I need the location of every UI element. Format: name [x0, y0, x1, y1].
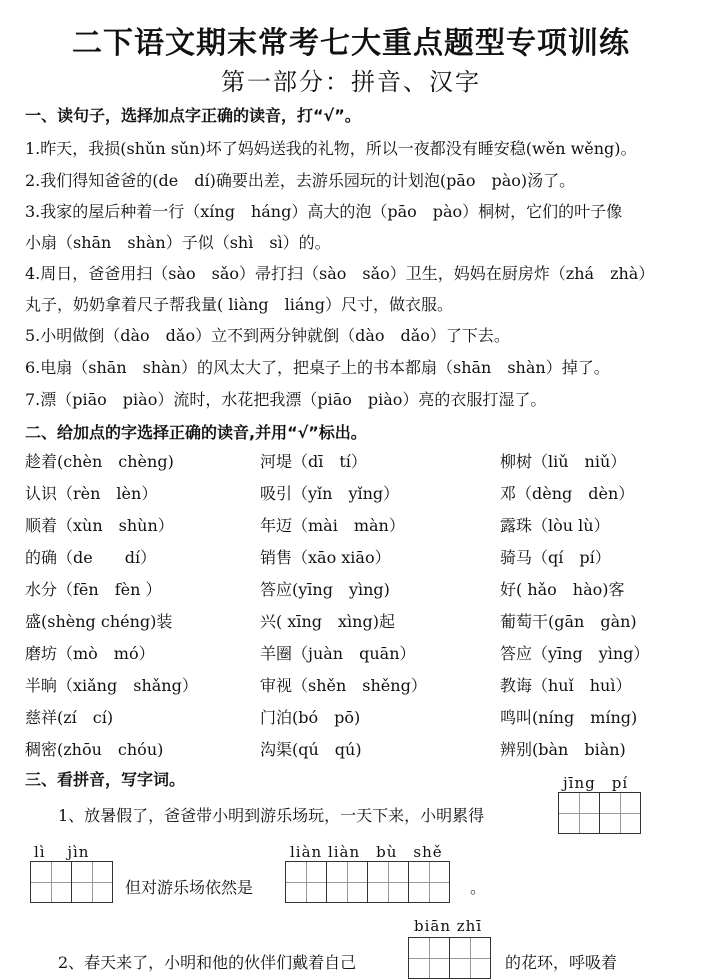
- grid-cell: 顺着（xùn shùn）: [25, 516, 174, 535]
- page-subtitle: 第一部分：拼音、汉字: [221, 68, 481, 96]
- answer-box[interactable]: [72, 862, 112, 902]
- q1-pinyin: jīng pí: [563, 774, 629, 792]
- grid-cell: 销售（xāo xiāo）: [260, 548, 391, 567]
- grid-cell: 水分（fēn fèn ）: [25, 580, 162, 599]
- section1-line: 5.小明做倒（dào dǎo）立不到两分钟就倒（dào dǎo）了下去。: [25, 326, 510, 345]
- q1b-pinyin: lì jìn: [34, 843, 90, 861]
- page-title: 二下语文期末常考七大重点题型专项训练: [72, 26, 630, 61]
- grid-cell: 稠密(zhōu chóu): [25, 740, 164, 759]
- answer-box[interactable]: [327, 862, 368, 902]
- grid-row: [25, 452, 685, 474]
- grid-row: [25, 484, 685, 506]
- q2-text: 2、春天来了，小明和他的伙伴们戴着自己: [58, 953, 357, 972]
- grid-row: [25, 740, 685, 762]
- grid-cell: 教诲（huǐ huì）: [500, 676, 632, 695]
- q1c-pinyin: liàn liàn bù shě: [290, 843, 443, 861]
- section1-heading: 一、读句子，选择加点字正确的读音，打“√”。: [25, 106, 361, 125]
- section1-line: 1.昨天，我损(shǔn sǔn)坏了妈妈送我的礼物，所以一夜都没有睡安稳(wěn wěng)。: [25, 139, 637, 158]
- grid-cell: 磨坊（mò mó）: [25, 644, 155, 663]
- section3-heading: 三、看拼音，写字词。: [25, 770, 186, 789]
- answer-box[interactable]: [600, 793, 640, 833]
- answer-box[interactable]: [450, 938, 490, 978]
- section1-line: 3.我家的屋后种着一行（xíng háng）高大的泡（pāo pào）桐树，它们的叶子像: [25, 202, 623, 221]
- grid-row: [25, 580, 685, 602]
- grid-cell: 的确（de dí）: [25, 548, 157, 567]
- grid-row: [25, 516, 685, 538]
- grid-cell: 吸引（yǐn yǐng）: [260, 484, 400, 503]
- grid-cell: 河堤（dī tí）: [260, 452, 367, 471]
- answer-boxes-jingpi[interactable]: [558, 792, 641, 834]
- grid-row: [25, 548, 685, 570]
- answer-box[interactable]: [31, 862, 72, 902]
- answer-box[interactable]: [409, 862, 449, 902]
- grid-cell: 邓（dèng dèn）: [500, 484, 635, 503]
- grid-cell: 鸣叫(níng míng): [500, 708, 638, 727]
- answer-boxes-lijin[interactable]: [30, 861, 113, 903]
- grid-cell: 柳树（liǔ niǔ）: [500, 452, 627, 471]
- grid-cell: 葡萄干(gān gàn): [500, 612, 637, 631]
- q2-end: 的花环，呼吸着: [505, 953, 618, 972]
- grid-row: [25, 612, 685, 634]
- grid-cell: 半晌（xiǎng shǎng）: [25, 676, 198, 695]
- grid-cell: 审视（shěn shěng）: [260, 676, 427, 695]
- grid-cell: 好( hǎo hào)客: [500, 580, 625, 599]
- section1-line: 丸子，奶奶拿着尺子帮我量( liàng liáng）尺寸，做衣服。: [25, 295, 453, 314]
- grid-cell: 答应(yīng yìng): [260, 580, 390, 599]
- grid-cell: 慈祥(zí cí): [25, 708, 114, 727]
- section1-line: 7.漂（piāo piào）流时，水花把我漂（piāo piào）亮的衣服打湿了。: [25, 390, 547, 409]
- answer-boxes-bianzhi[interactable]: [408, 937, 491, 979]
- section1-line: 4.周日，爸爸用扫（sào sǎo）帚打扫（sào sǎo）卫生，妈妈在厨房炸（zhá zhà）: [25, 264, 655, 283]
- grid-cell: 沟渠(qú qú): [260, 740, 362, 759]
- section1-line: 2.我们得知爸爸的(de dí)确要出差，去游乐园玩的计划泡(pāo pào)汤了。: [25, 171, 576, 190]
- answer-box[interactable]: [559, 793, 600, 833]
- section2-heading: 二、给加点的字选择正确的读音,并用“√”标出。: [25, 423, 367, 442]
- grid-row: [25, 644, 685, 666]
- grid-cell: 露珠（lòu lù）: [500, 516, 610, 535]
- grid-cell: 门泊(bó pō): [260, 708, 361, 727]
- section1-line: 小扇（shān shàn）子似（shì sì）的。: [25, 233, 331, 252]
- answer-box[interactable]: [368, 862, 409, 902]
- q1-text: 1、放暑假了，爸爸带小明到游乐场玩，一天下来，小明累得: [58, 806, 485, 825]
- grid-cell: 认识（rèn lèn）: [25, 484, 158, 503]
- answer-boxes-lianlianbushe[interactable]: [285, 861, 450, 903]
- grid-cell: 年迈（mài màn）: [260, 516, 405, 535]
- grid-cell: 辨别(bàn biàn): [500, 740, 626, 759]
- answer-box[interactable]: [286, 862, 327, 902]
- answer-box[interactable]: [409, 938, 450, 978]
- grid-cell: 骑马（qí pí）: [500, 548, 611, 567]
- grid-cell: 羊圈（juàn quān）: [260, 644, 416, 663]
- q2-pinyin: biān zhī: [414, 917, 483, 935]
- grid-cell: 兴( xīng xìng)起: [260, 612, 395, 631]
- grid-cell: 趁着(chèn chèng): [25, 452, 174, 471]
- grid-cell: 盛(shèng chéng)装: [25, 612, 173, 631]
- grid-row: [25, 676, 685, 698]
- q1c-end: 。: [470, 878, 487, 897]
- grid-cell: 答应（yīng yìng）: [500, 644, 650, 663]
- section1-line: 6.电扇（shān shàn）的风太大了，把桌子上的书本都扇（shān shàn）掉了。: [25, 358, 610, 377]
- q1b-text: 但对游乐场依然是: [125, 878, 254, 897]
- grid-row: [25, 708, 685, 730]
